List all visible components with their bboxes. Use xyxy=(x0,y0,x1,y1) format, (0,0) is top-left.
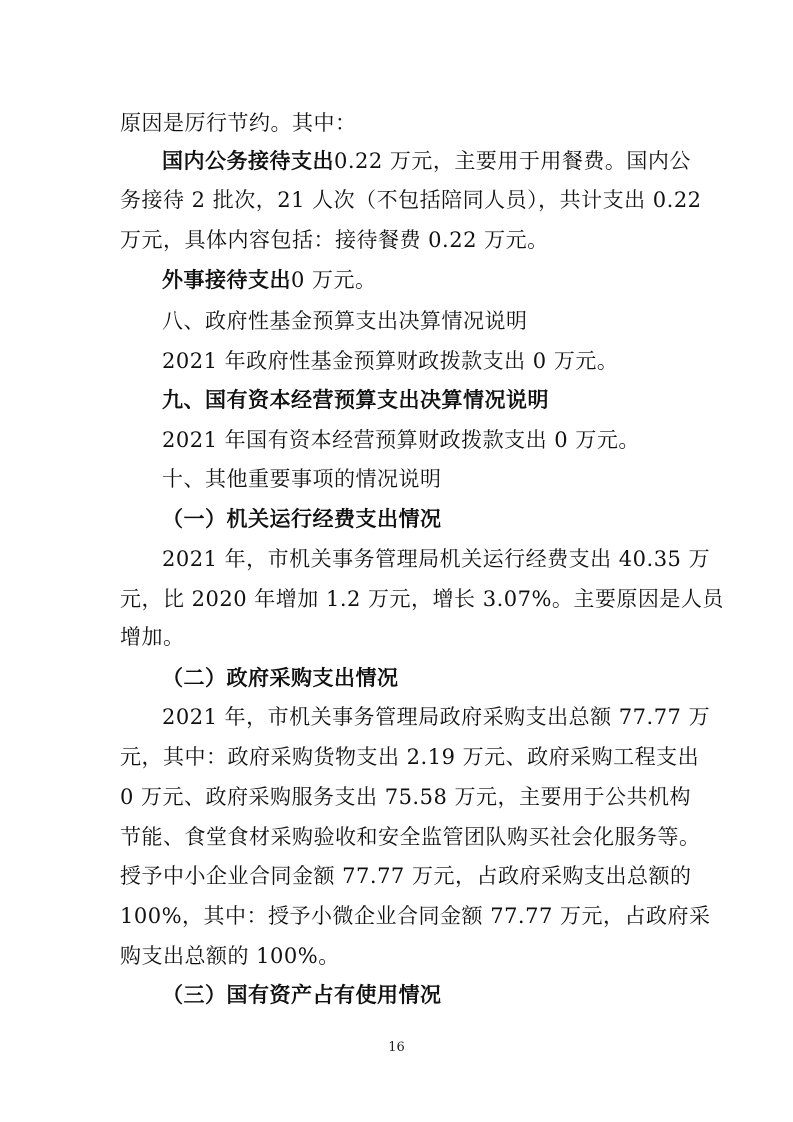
section-heading-8: 八、政府性基金预算支出决算情况说明 xyxy=(162,309,528,333)
section-heading-10: 十、其他重要事项的情况说明 xyxy=(162,467,442,491)
bold-label-foreign-reception: 外事接待支出 xyxy=(162,267,291,292)
text-line: 万元，具体内容包括：接待餐费 0.22 万元。 xyxy=(120,228,549,252)
text-line: 2021 年，市机关事务管理局机关运行经费支出 40.35 万 xyxy=(162,547,711,571)
subsection-heading-1: （一）机关运行经费支出情况 xyxy=(162,506,442,531)
text-line xyxy=(162,146,691,176)
text-line: 2021 年政府性基金预算财政拨款支出 0 万元。 xyxy=(162,349,619,373)
bold-label-domestic-reception: 国内公务接待支出 xyxy=(162,148,334,173)
text-line: 元，比 2020 年增加 1.2 万元，增长 3.07%。主要原因是人员 xyxy=(120,587,724,611)
text-line: 2021 年国有资本经营预算财政拨款支出 0 万元。 xyxy=(162,428,640,452)
text-line: 元，其中：政府采购货物支出 2.19 万元、政府采购工程支出 xyxy=(120,745,700,769)
text-line: 2021 年，市机关事务管理局政府采购支出总额 77.77 万 xyxy=(162,705,711,729)
text-line: 购支出总额的 100%。 xyxy=(120,944,340,968)
text-line: 0 万元、政府采购服务支出 75.58 万元，主要用于公共机构 xyxy=(120,785,692,809)
page-number: 16 xyxy=(388,1040,405,1055)
text-span: 0.22 万元，主要用于用餐费。国内公 xyxy=(334,149,691,173)
text-line: 务接待 2 批次，21 人次（不包括陪同人员），共计支出 0.22 xyxy=(120,188,702,212)
text-line: 增加。 xyxy=(120,625,185,649)
subsection-heading-3: （三）国有资产占有使用情况 xyxy=(162,982,442,1007)
text-line: 100%，其中：授予小微企业合同金额 77.77 万元，占政府采 xyxy=(120,904,711,928)
subsection-heading-2: （二）政府采购支出情况 xyxy=(162,665,399,690)
text-line: 原因是厉行节约。其中： xyxy=(120,111,357,135)
text-span: 0 万元。 xyxy=(291,268,377,292)
text-line: 授予中小企业合同金额 77.77 万元，占政府采购支出总额的 xyxy=(120,864,692,888)
section-heading-9: 九、国有资本经营预算支出决算情况说明 xyxy=(162,387,549,412)
text-line: 节能、食堂食材采购验收和安全监管团队购买社会化服务等。 xyxy=(120,825,701,849)
text-line xyxy=(162,265,680,295)
